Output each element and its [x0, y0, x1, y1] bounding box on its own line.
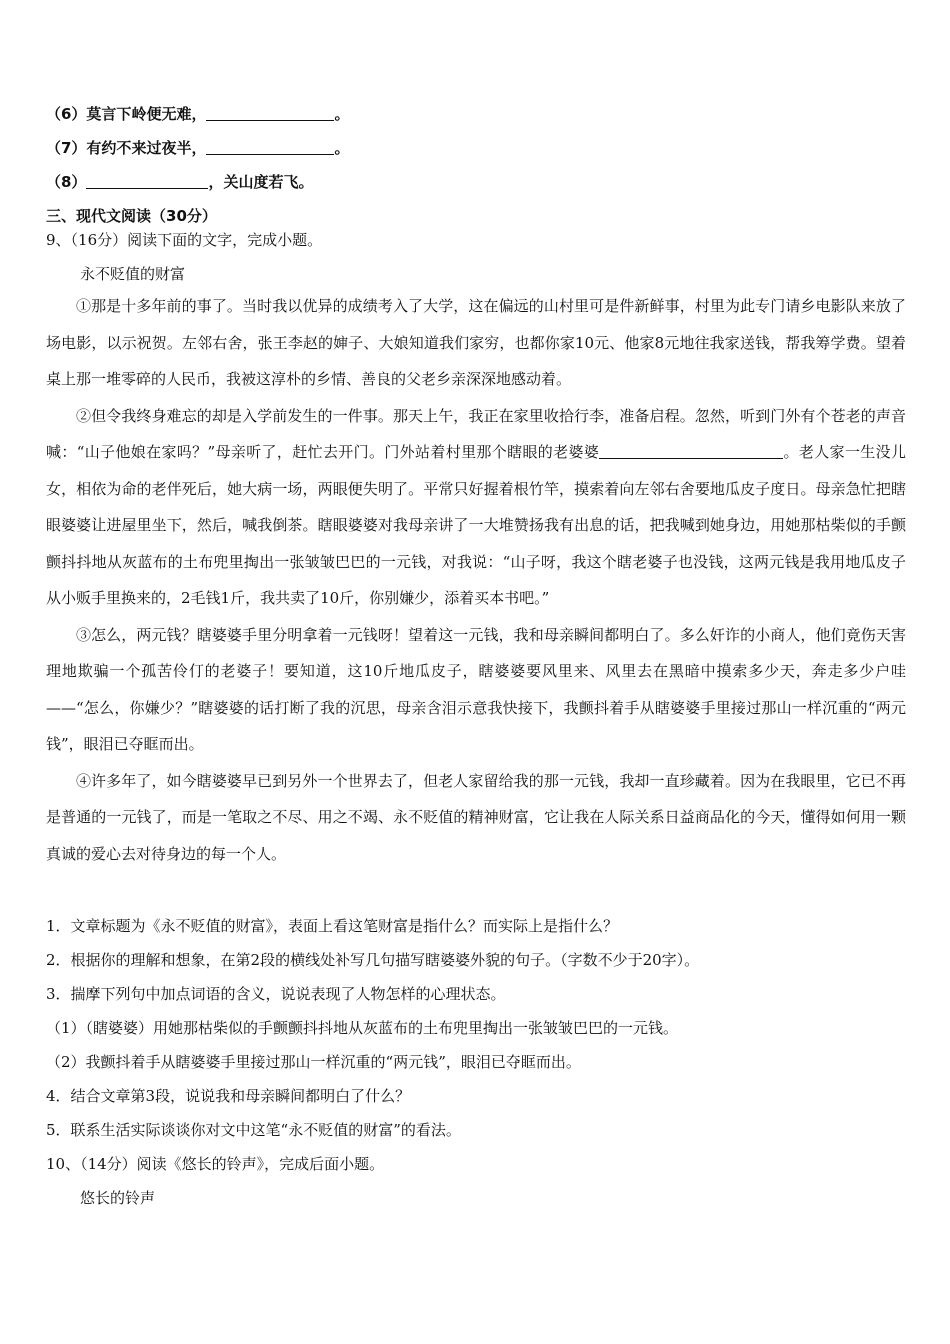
article-body	[46, 288, 906, 872]
question-3: 3．揣摩下列句中加点词语的含义，说说表现了人物怎样的心理状态。	[46, 985, 506, 1003]
question-1: 1．文章标题为《永不贬值的财富》，表面上看这笔财富是指什么？而实际上是指什么？	[46, 917, 619, 935]
fill-blank[interactable]	[599, 442, 739, 459]
question-10-intro: 10、（14分）阅读《悠长的铃声》，完成后面小题。	[46, 1155, 385, 1173]
fill-blank[interactable]	[739, 442, 783, 459]
question-4: 4．结合文章第3段，说说我和母亲瞬间都明白了什么？	[46, 1087, 411, 1105]
question-5: 5．联系生活实际谈谈你对文中这笔“永不贬值的财富”的看法。	[46, 1121, 461, 1139]
question-2: 2．根据你的理解和想象，在第2段的横线处补写几句描写瞎婆婆外貌的句子。（字数不少于20字）。	[46, 951, 700, 969]
fill-blank[interactable]	[206, 104, 334, 121]
poem-line-8: （8） ，关山度若飞。	[46, 173, 314, 191]
article-title: 永不贬值的财富	[80, 265, 186, 283]
question-3-item-1: （1）（瞎婆婆）用她那枯柴似的手颤颤抖抖地从灰蓝布的土布兜里掏出一张皱皱巴巴的一元钱。	[46, 1019, 679, 1037]
poem-line-7: （7）有约不来过夜半， 。	[46, 139, 350, 157]
question-9-intro: 9、（16分）阅读下面的文字，完成小题。	[46, 231, 323, 249]
fill-blank[interactable]	[206, 138, 334, 155]
fill-blank[interactable]	[86, 172, 208, 189]
poem-line-6: （6）莫言下岭便无难， 。	[46, 105, 350, 123]
article-2-title: 悠长的铃声	[80, 1189, 156, 1207]
paragraph-4: ④许多年了，如今瞎婆婆早已到另外一个世界去了，但老人家留给我的那一元钱，我却一直珍藏着。因为在我眼里，它已不再是普通的一元钱了，而是一笔取之不尽、用之不竭、永不贬值的精神财富，它让我在人际关系日益商品化的今天，懂得如何用一颗真诚的爱心去对待身边的每一个人。	[46, 771, 906, 863]
question-3-item-2: （2）我颤抖着手从瞎婆婆手里接过那山一样沉重的“两元钱”，眼泪已夺眶而出。	[46, 1053, 581, 1071]
paragraph-2: ②但令我终身难忘的却是入学前发生的一件事。那天上午，我正在家里收拾行李，准备启程。忽然，听到门外有个苍老的声音喊：“山子他娘在家吗？”母亲听了，赶忙去开门。门外站着村里那个瞎眼的老婆婆 。老人家一生没儿女，相依为命的老伴死后，她大病一场，两眼便失明了。平常只好握着根竹竿，摸索着向左邻右舍要地瓜皮子度日。母亲急忙把瞎眼婆婆让进屋里坐下，然后，喊我倒茶。瞎眼婆婆对我母亲讲了一大堆赞扬我有出息的话，把我喊到她身边，用她那枯柴似的手颤颤抖抖地从灰蓝布的土布兜里掏出一张皱皱巴巴的一元钱，对我说：“山子呀，我这个瞎老婆子也没钱，这两元钱是我用地瓜皮子从小贩手里换来的，2毛钱1斤，我共卖了10斤，你别嫌少，添着买本书吧。”	[46, 406, 906, 607]
paragraph-3: ③怎么，两元钱？瞎婆婆手里分明拿着一元钱呀！望着这一元钱，我和母亲瞬间都明白了。多么奸诈的小商人，他们竟伤天害理地欺骗一个孤苦伶仃的老婆子！要知道，这10斤地瓜皮子，瞎婆婆要风里来、风里去在黑暗中摸索多少天，奔走多少户哇——“怎么，你嫌少？”瞎婆婆的话打断了我的沉思，母亲含泪示意我快接下，我颤抖着手从瞎婆婆手里接过那山一样沉重的“两元钱”，眼泪已夺眶而出。	[46, 625, 906, 753]
section-heading: 三、现代文阅读（30分）	[46, 207, 217, 225]
paragraph-1: ①那是十多年前的事了。当时我以优异的成绩考入了大学，这在偏远的山村里可是件新鲜事，村里为此专门请乡电影队来放了场电影，以示祝贺。左邻右舍，张王李赵的婶子、大娘知道我们家穷，也都你家10元、他家8元地往我家送钱，帮我筹学费。望着桌上那一堆零碎的人民币，我被这淳朴的乡情、善良的父老乡亲深深地感动着。	[46, 297, 906, 388]
